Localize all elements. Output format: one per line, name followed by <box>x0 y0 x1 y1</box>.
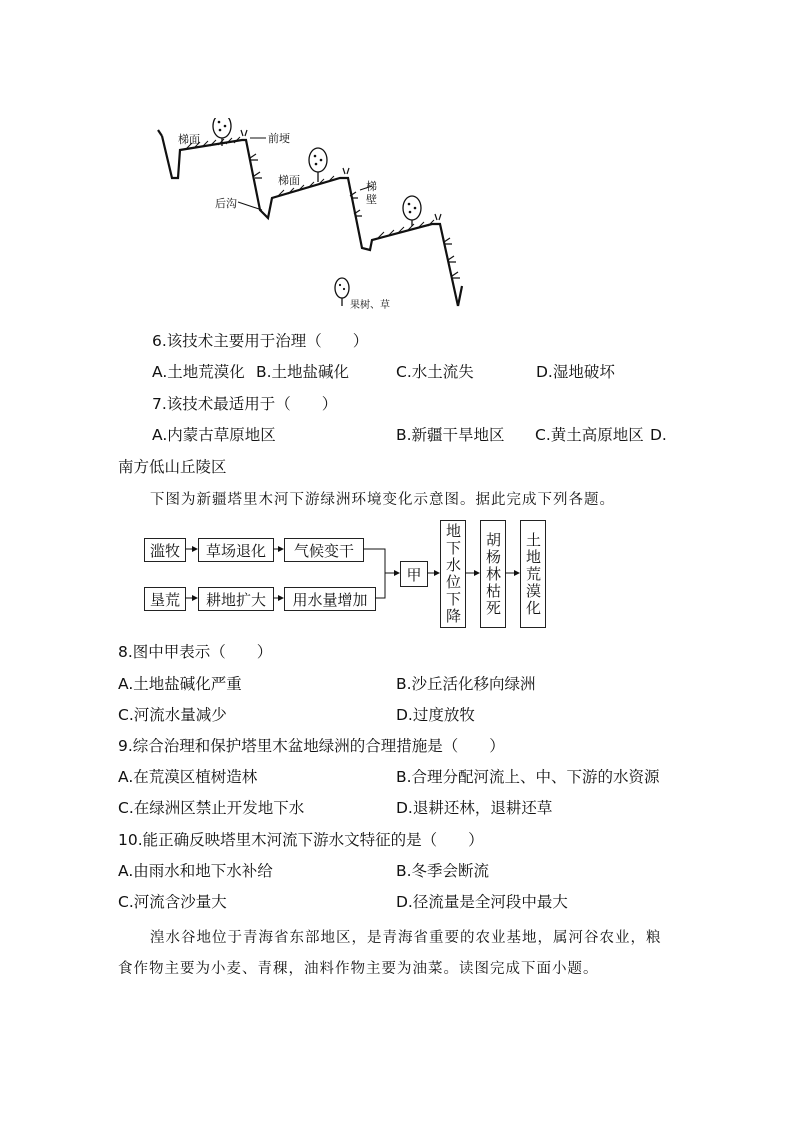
label-tiemian-upper: 梯面 <box>178 133 200 146</box>
box-kenhuang: 垦荒 <box>144 587 186 611</box>
q9-option-d: D.退耕还林，退耕还草 <box>396 799 553 817</box>
label-qiangeng: 前埂 <box>268 132 290 145</box>
intro-huangshui-line1: 湟水谷地位于青海省东部地区，是青海省重要的农业基地，属河谷农业，粮 <box>150 930 662 946</box>
q6-option-d: D.湿地破坏 <box>536 363 615 381</box>
q8-stem: 8.图中甲表示（ ） <box>118 643 273 661</box>
q7-option-d-prefix: D. <box>650 426 667 444</box>
label-tiemian-middle: 梯面 <box>278 174 300 187</box>
box-caochang: 草场退化 <box>198 538 274 562</box>
box-jia: 甲 <box>400 561 428 587</box>
q7-option-d-text: 南方低山丘陵区 <box>118 458 227 476</box>
q9-stem: 9.综合治理和保护塔里木盆地绿洲的合理措施是（ ） <box>118 737 505 755</box>
q6-option-c: C.水土流失 <box>396 363 474 381</box>
label-legend: 果树、草 <box>350 300 390 311</box>
q9-option-c: C.在绿洲区禁止开发地下水 <box>118 799 305 817</box>
q7-option-b: B.新疆干旱地区 <box>396 426 505 444</box>
label-tibi-char1: 梯 <box>366 180 377 193</box>
box-tudi-text: 土地荒漠化 <box>524 531 542 617</box>
q9-option-a: A.在荒漠区植树造林 <box>118 768 258 786</box>
q7-option-c: C.黄土高原地区 <box>535 426 644 444</box>
q8-option-a: A.土地盐碱化严重 <box>118 675 242 693</box>
label-hougou: 后沟 <box>215 197 237 210</box>
q6-stem: 6.该技术主要用于治理（ ） <box>152 332 369 350</box>
label-tibi <box>366 180 377 206</box>
q8-option-c: C.河流水量减少 <box>118 706 227 724</box>
flow-arrows <box>140 515 560 635</box>
box-lanmu: 滥牧 <box>144 538 186 562</box>
q10-stem: 10.能正确反映塔里木河流下游水文特征的是（ ） <box>118 831 484 849</box>
box-yongshui: 用水量增加 <box>284 587 376 611</box>
q10-option-a: A.由雨水和地下水补给 <box>118 862 273 880</box>
q10-option-c: C.河流含沙量大 <box>118 893 227 911</box>
q6-option-a: A.土地荒漠化 <box>152 363 245 381</box>
q8-option-b: B.沙丘活化移向绿洲 <box>396 675 536 693</box>
box-huyang-text: 胡杨林枯死 <box>484 531 502 617</box>
box-qihou: 气候变干 <box>284 538 364 562</box>
box-gengdi: 耕地扩大 <box>198 587 274 611</box>
q10-option-b: B.冬季会断流 <box>396 862 490 880</box>
q7-option-a: A.内蒙古草原地区 <box>152 426 276 444</box>
q8-option-d: D.过度放牧 <box>396 706 475 724</box>
q7-stem: 7.该技术最适用于（ ） <box>152 395 338 413</box>
q6-option-b: B.土地盐碱化 <box>256 363 350 381</box>
intro-huangshui-line2: 食作物主要为小麦、青稞，油料作物主要为油菜。读图完成下面小题。 <box>118 961 599 977</box>
intro-tarim: 下图为新疆塔里木河下游绿洲环境变化示意图。据此完成下列各题。 <box>150 492 615 508</box>
box-dixiashui-text: 地下水位下降 <box>444 523 462 625</box>
q9-option-b: B.合理分配河流上、中、下游的水资源 <box>396 768 660 786</box>
terrace-figure <box>150 118 480 318</box>
label-tibi-char2: 壁 <box>366 193 377 206</box>
q10-option-d: D.径流量是全河段中最大 <box>396 893 568 911</box>
